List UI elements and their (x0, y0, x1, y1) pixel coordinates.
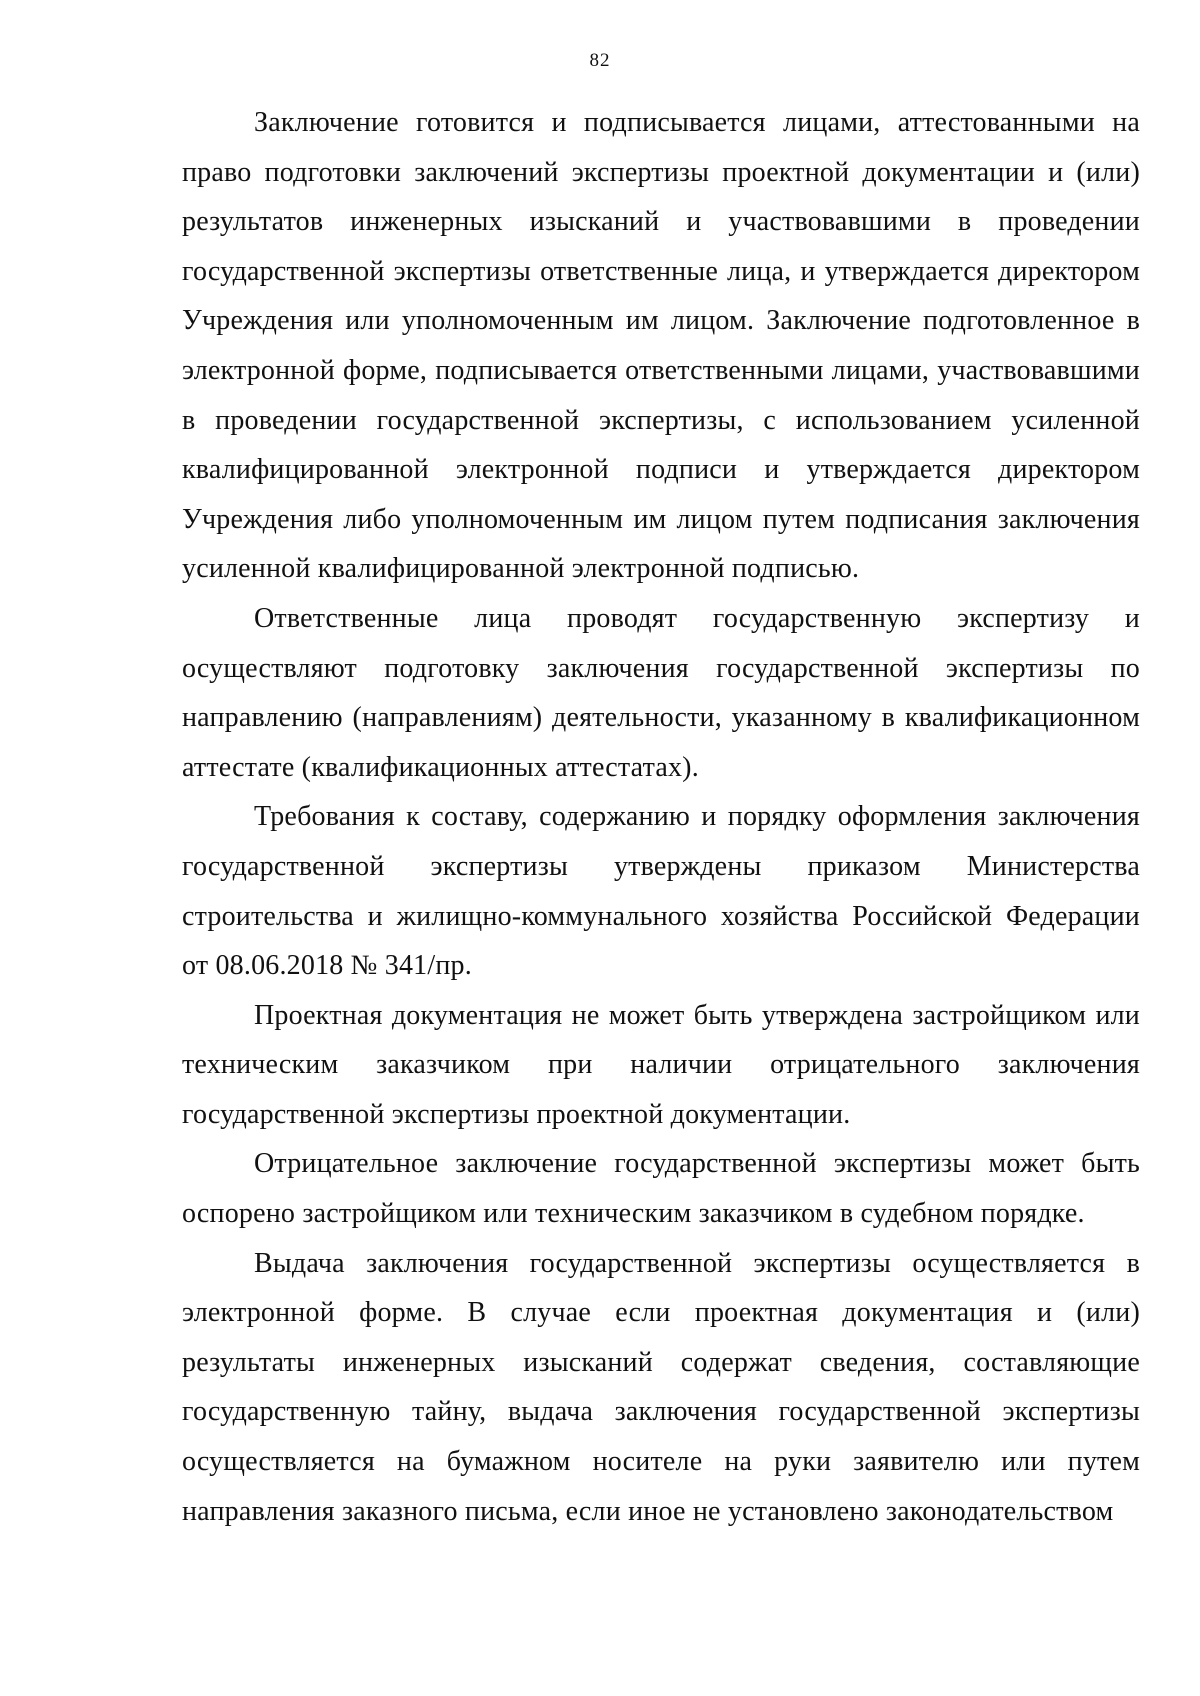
page-number: 82 (589, 50, 611, 71)
paragraph-responsible-persons: Ответственные лица проводят государственную экспертизу и осуществляют подготовку заключения государственной экспертизы по направлению (направлениям) деятельности, указанному в квалификационном аттестате (квалификационных аттестатах). (182, 602, 1140, 783)
paragraph-approval-restriction: Проектная документация не может быть утверждена застройщиком или техническим заказчиком при наличии отрицательного заключения государственной экспертизы проектной документации. (182, 999, 1140, 1130)
paragraph-conclusion-signing: Заключение готовится и подписывается лицами, аттестованными на право подготовки заключений экспертизы проектной документации и (или) результатов инженерных изысканий и участвовавшими в проведении государственной экспертизы ответственные лица, и утверждается директором Учреждения или уполномоченным им лицом. Заключение подготовленное в электронной форме, подписывается ответственными лицами, участвовавшими в проведении государственной экспертизы, с использованием усиленной квалифицированной электронной подписи и утверждается директором Учреждения либо уполномоченным им лицом путем подписания заключения усиленной квалифицированной электронной подписью. (182, 107, 1140, 585)
paragraph-appeal: Отрицательное заключение государственной экспертизы может быть оспорено застройщиком или техническим заказчиком в судебном порядке. (182, 1148, 1140, 1230)
paragraph-issuance: Выдача заключения государственной экспертизы осуществляется в электронной форме. В случае если проектная документация и (или) результаты инженерных изысканий содержат сведения, составляющие государственную тайну, выдача заключения государственной экспертизы осуществляется на бумажном носителе на руки заявителю или путем направления заказного письма, если иное не установлено законодательством (182, 1247, 1140, 1527)
paragraph-requirements: Требования к составу, содержанию и порядку оформления заключения государственной экспертизы утверждены приказом Министерства строительства и жилищно-коммунального хозяйства Российской Федерации от 08.06.2018 № 341/пр. (182, 801, 1140, 982)
document-body (182, 98, 1140, 1536)
